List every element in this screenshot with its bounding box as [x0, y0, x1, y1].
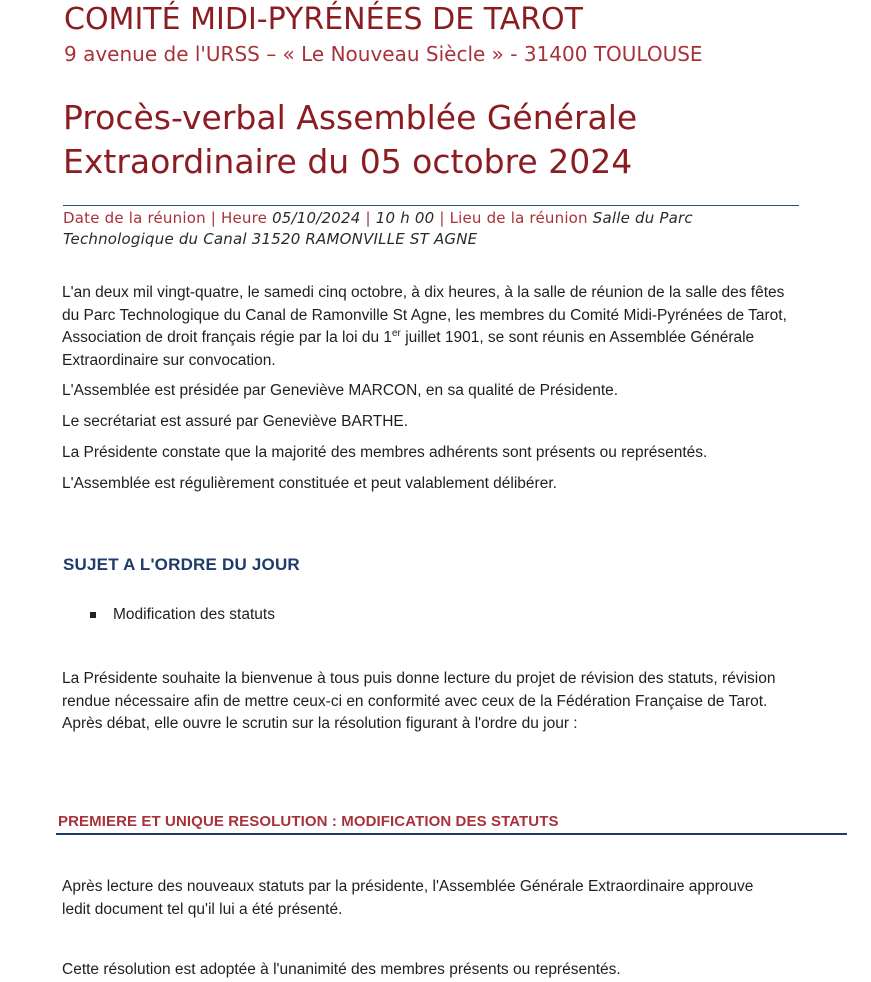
resolution-divider	[56, 833, 847, 835]
resolution-text: Après lecture des nouveaux statuts par la présidente, l'Assemblée Générale Extraordinaire approuve ledit document tel qu'il lui a été présenté.	[62, 878, 754, 918]
title-line-1: Procès-verbal Assemblée Générale	[63, 98, 638, 137]
agenda-heading: SUJET A L'ORDRE DU JOUR	[63, 555, 300, 574]
meta-separator: |	[439, 209, 445, 227]
title-divider	[63, 205, 799, 206]
secretary-paragraph: Le secrétariat est assuré par Geneviève BARTHE.	[62, 413, 409, 430]
opening-paragraph: L'an deux mil vingt-quatre, le samedi cinq octobre, à dix heures, à la salle de réunion de la salle des fêtes du Parc Technologique du Canal de Ramonville St Agne, les membres du Comité Midi-Pyrénées de Tarot, Association de droit français régie par la loi du 1er juillet 1901, se sont réunis en Assemblée Générale Extraordinaire sur convocation.	[62, 284, 787, 369]
place-value: Salle du Parc Technologique du Canal 31520 RAMONVILLE ST AGNE	[63, 209, 693, 248]
resolution-outcome: Cette résolution est adoptée à l'unanimité des membres présents ou représentés.	[62, 961, 621, 978]
meeting-info	[63, 208, 803, 250]
validity-paragraph: L'Assemblée est régulièrement constituée et peut valablement délibérer.	[62, 475, 557, 492]
resolution-heading: PREMIERE ET UNIQUE RESOLUTION : MODIFICATION DES STATUTS	[58, 813, 559, 830]
ordinal-suffix: er	[392, 327, 401, 339]
meta-separator: |	[210, 209, 217, 227]
agenda-list-item	[90, 604, 275, 626]
time-label: Heure	[221, 209, 268, 227]
date-value: 05/10/2024	[272, 209, 361, 227]
organization-name: COMITÉ MIDI-PYRÉNÉES DE TAROT	[64, 2, 583, 37]
presidency-paragraph: L'Assemblée est présidée par Geneviève MARCON, en sa qualité de Présidente.	[62, 382, 619, 399]
organization-address: 9 avenue de l'URSS – « Le Nouveau Siècle » - 31400 TOULOUSE	[64, 42, 703, 66]
time-value: 10 h 00	[375, 209, 435, 227]
square-bullet-icon	[90, 612, 96, 618]
meta-separator: |	[365, 209, 371, 227]
agenda-item-label: Modification des statuts	[113, 606, 275, 623]
date-label: Date de la réunion	[63, 209, 206, 227]
document-title	[63, 96, 823, 184]
discussion-paragraph: La Présidente souhaite la bienvenue à tous puis donne lecture du projet de révision des statuts, révision rendue nécessaire afin de mettre ceux-ci en conformité avec ceux de la Fédération Française de Tarot. Après débat, elle ouvre le scrutin sur la résolution figurant à l'ordre du jour :	[62, 670, 776, 732]
quorum-paragraph: La Présidente constate que la majorité des membres adhérents sont présents ou représentés.	[62, 444, 708, 461]
place-label: Lieu de la réunion	[449, 209, 588, 227]
title-line-2: Extraordinaire du 05 octobre 2024	[63, 142, 633, 181]
